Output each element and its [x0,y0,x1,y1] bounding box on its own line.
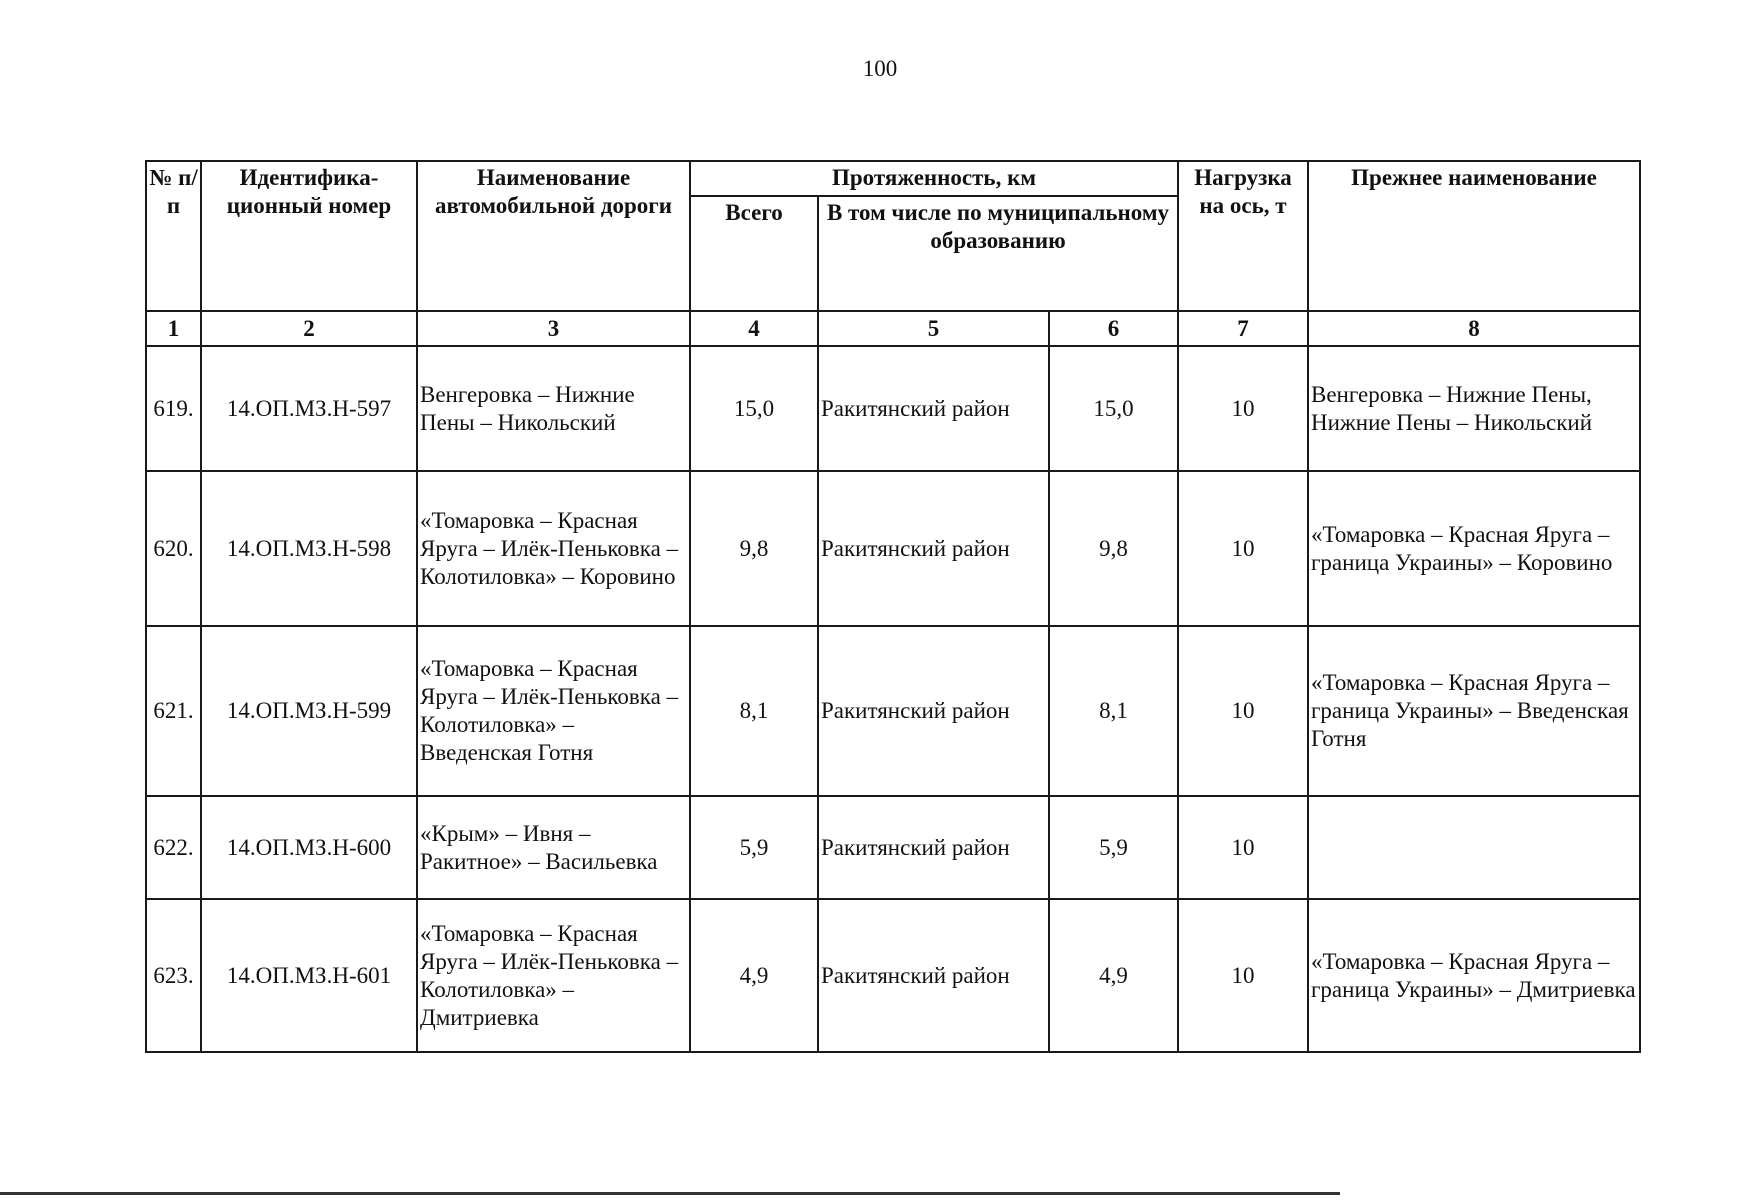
length-total: 9,8 [690,471,818,626]
road-name: «Томаровка – Красная Яруга – Илёк-Пеньковка – Колотиловка» – Введенская Готня [417,626,690,796]
table-row [146,346,1640,471]
road-id: 14.ОП.МЗ.Н-598 [201,471,417,626]
axle-load: 10 [1178,899,1308,1052]
column-number: 6 [1049,311,1178,346]
bottom-rule [0,1192,1340,1195]
column-number: 8 [1308,311,1640,346]
district-length: 8,1 [1049,626,1178,796]
former-name: Венгеровка – Нижние Пены, Нижние Пены – Никольский [1308,346,1640,471]
column-number: 3 [417,311,690,346]
header-municipal: В том числе по муниципальному образованию [818,196,1178,311]
district-length: 15,0 [1049,346,1178,471]
header-row [146,161,1640,196]
former-name [1308,796,1640,899]
former-name: «Томаровка – Красная Яруга – граница Украины» – Введенская Готня [1308,626,1640,796]
table-row [146,899,1640,1052]
road-name: «Крым» – Ивня – Ракитное» – Васильевка [417,796,690,899]
row-number: 619. [146,346,201,471]
former-name: «Томаровка – Красная Яруга – граница Украины» – Коровино [1308,471,1640,626]
district-length: 4,9 [1049,899,1178,1052]
road-id: 14.ОП.МЗ.Н-597 [201,346,417,471]
road-name: «Томаровка – Красная Яруга – Илёк-Пеньковка – Колотиловка» – Коровино [417,471,690,626]
road-name: Венгеровка – Нижние Пены – Никольский [417,346,690,471]
column-number: 1 [146,311,201,346]
row-number: 621. [146,626,201,796]
road-id: 14.ОП.МЗ.Н-601 [201,899,417,1052]
row-number: 622. [146,796,201,899]
row-number: 623. [146,899,201,1052]
column-number: 4 [690,311,818,346]
district-name: Ракитянский район [818,471,1049,626]
road-name: «Томаровка – Красная Яруга – Илёк-Пеньковка – Колотиловка» – Дмитриевка [417,899,690,1052]
district-name: Ракитянский район [818,626,1049,796]
length-total: 15,0 [690,346,818,471]
former-name: «Томаровка – Красная Яруга – граница Украины» – Дмитриевка [1308,899,1640,1052]
header-total: Всего [690,196,818,311]
header-former: Прежнее наименование [1308,161,1640,311]
axle-load: 10 [1178,346,1308,471]
header-name: Наименование автомобильной дороги [417,161,690,311]
row-number: 620. [146,471,201,626]
header-id: Идентифика-ционный номер [201,161,417,311]
length-total: 5,9 [690,796,818,899]
district-length: 9,8 [1049,471,1178,626]
column-number: 2 [201,311,417,346]
district-name: Ракитянский район [818,899,1049,1052]
column-number: 7 [1178,311,1308,346]
table-row [146,626,1640,796]
header-length: Протяженность, км [690,161,1178,196]
column-numbers-row [146,311,1640,346]
column-number: 5 [818,311,1049,346]
axle-load: 10 [1178,626,1308,796]
axle-load: 10 [1178,471,1308,626]
district-length: 5,9 [1049,796,1178,899]
table-row [146,471,1640,626]
road-id: 14.ОП.МЗ.Н-599 [201,626,417,796]
length-total: 4,9 [690,899,818,1052]
district-name: Ракитянский район [818,796,1049,899]
table-row [146,796,1640,899]
road-id: 14.ОП.МЗ.Н-600 [201,796,417,899]
length-total: 8,1 [690,626,818,796]
header-load: Нагрузка на ось, т [1178,161,1308,311]
roads-table [145,160,1641,1053]
axle-load: 10 [1178,796,1308,899]
page-number: 100 [862,56,898,81]
header-num: № п/п [146,161,201,311]
district-name: Ракитянский район [818,346,1049,471]
